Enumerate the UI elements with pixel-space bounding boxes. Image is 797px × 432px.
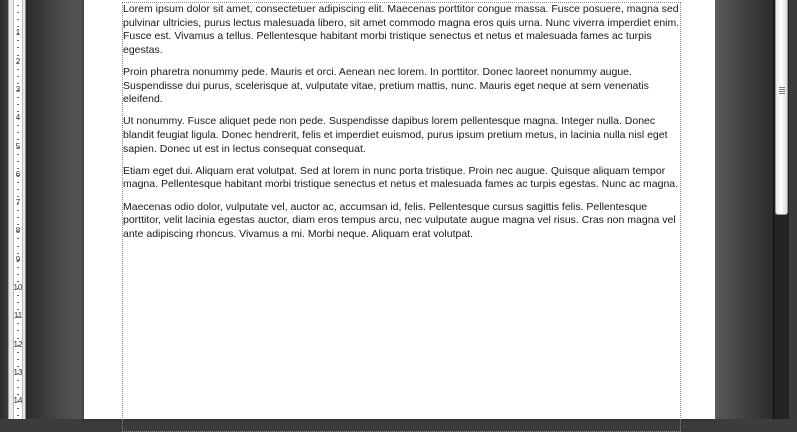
ruler-number: 13 [13,368,23,377]
ruler-number: 8 [15,226,21,235]
ruler-tick [17,359,19,360]
ruler-tick [17,380,19,381]
ruler-tick [17,246,19,247]
ruler-tick [17,408,19,409]
ruler-number: 2 [15,57,21,66]
ruler-tick [17,132,19,133]
ruler-tick [17,274,19,275]
ruler-number: 14 [13,396,23,405]
ruler-number: 3 [15,85,21,94]
ruler-number: 4 [15,113,21,122]
window-right-edge [789,0,797,419]
ruler-tick [17,154,19,155]
ruler-number: 7 [15,198,21,207]
ruler-tick [17,224,19,225]
ruler-tick [17,415,19,416]
ruler-tick [17,76,19,77]
ruler-tick [17,69,19,70]
ruler-number: 5 [15,142,21,151]
ruler-tick [17,97,19,98]
scrollbar-thumb[interactable] [775,0,788,215]
ruler-tick [17,111,19,112]
ruler-tick [17,238,19,239]
ruler-tick [17,338,19,339]
ruler-tick [17,139,19,140]
ruler-tick [17,217,19,218]
grip-icon [779,87,785,95]
ruler-tick [17,196,19,197]
ruler-tick [17,168,19,169]
ruler-tick [17,83,19,84]
document-right-gutter [715,0,773,419]
ruler-tick [17,40,19,41]
ruler-number: 9 [15,255,21,264]
ruler-tick [17,302,19,303]
ruler-tick [17,125,19,126]
ruler-tick [17,26,19,27]
ruler-number: 10 [13,283,23,292]
ruler-tick [17,387,19,388]
vertical-ruler[interactable] [8,0,26,419]
ruler-tick [17,5,19,6]
ruler-tick [17,295,19,296]
ruler-tick [17,253,19,254]
ruler-tick [17,189,19,190]
vertical-scrollbar[interactable] [773,0,789,419]
ruler-tick [17,394,19,395]
paragraph[interactable]: Ut nonummy. Fusce aliquet pede non pede. Suspendisse dapibus lorem pellentesque magna. Integer nulla. Donec blandit feugiat ligula. Donec hendrerit, felis et imperdiet euismod, purus ipsum pretium metus, in lacinia nulla nisl eget sapien. Donec ut est in lectus consequat consequat. [123,115,668,155]
window-left-edge [0,0,8,419]
ruler-number: 12 [13,340,23,349]
paragraph[interactable]: Maecenas odio dolor, vulputate vel, auctor ac, accumsan id, felis. Pellentesque cursus sagittis felis. Pellentesque porttitor, velit lacinia egestas auctor, diam eros tempus arcu, nec vulputate augue magna vel risus. Cras non magna vel ante adipiscing rhoncus. Vivamus a mi. Morbi neque. Aliquam erat volutpat. [123,200,676,240]
paragraph[interactable]: Lorem ipsum dolor sit amet, consectetuer adipiscing elit. Maecenas porttitor congue massa. Fusce posuere, magna sed pulvinar ultricies, purus lectus malesuada libero, sit amet commodo magna eros quis urna. Nunc viverra imperdiet enim. Fusce est. Vivamus a tellus. Pellentesque habitant morbi tristique senectus et netus et malesuada fames ac turpis egestas. [123,3,680,56]
paragraph[interactable]: Etiam eget dui. Aliquam erat volutpat. Sed at lorem in nunc porta tristique. Proin nec augue. Quisque aliquam tempor magna. Pellentesque habitant morbi tristique senectus et netus et malesuada fames ac turpis egestas. Nunc ac magna. [123,164,679,191]
ruler-tick [17,210,19,211]
ruler-tick [17,323,19,324]
ruler-tick [17,161,19,162]
ruler-tick [17,309,19,310]
ruler-tick [17,182,19,183]
ruler-tick [17,47,19,48]
ruler-tick [17,12,19,13]
document-body[interactable] [123,3,680,250]
ruler-number: 6 [15,170,21,179]
ruler-tick [17,19,19,20]
ruler-tick [17,281,19,282]
ruler-tick [17,55,19,56]
document-left-gutter [26,0,84,419]
ruler-tick [17,352,19,353]
ruler-tick [17,267,19,268]
ruler-tick [17,366,19,367]
ruler-tick [17,104,19,105]
ruler-number: 1 [15,28,21,37]
paragraph[interactable]: Proin pharetra nonummy pede. Mauris et orci. Aenean nec lorem. In porttitor. Donec laoreet nonummy augue. Suspendisse dui purus, scelerisque at, vulputate vitae, pretium mattis, nunc. Mauris eget neque at sem venenatis eleifend. [123,65,649,106]
ruler-number: 11 [13,311,23,320]
ruler-tick [17,330,19,331]
